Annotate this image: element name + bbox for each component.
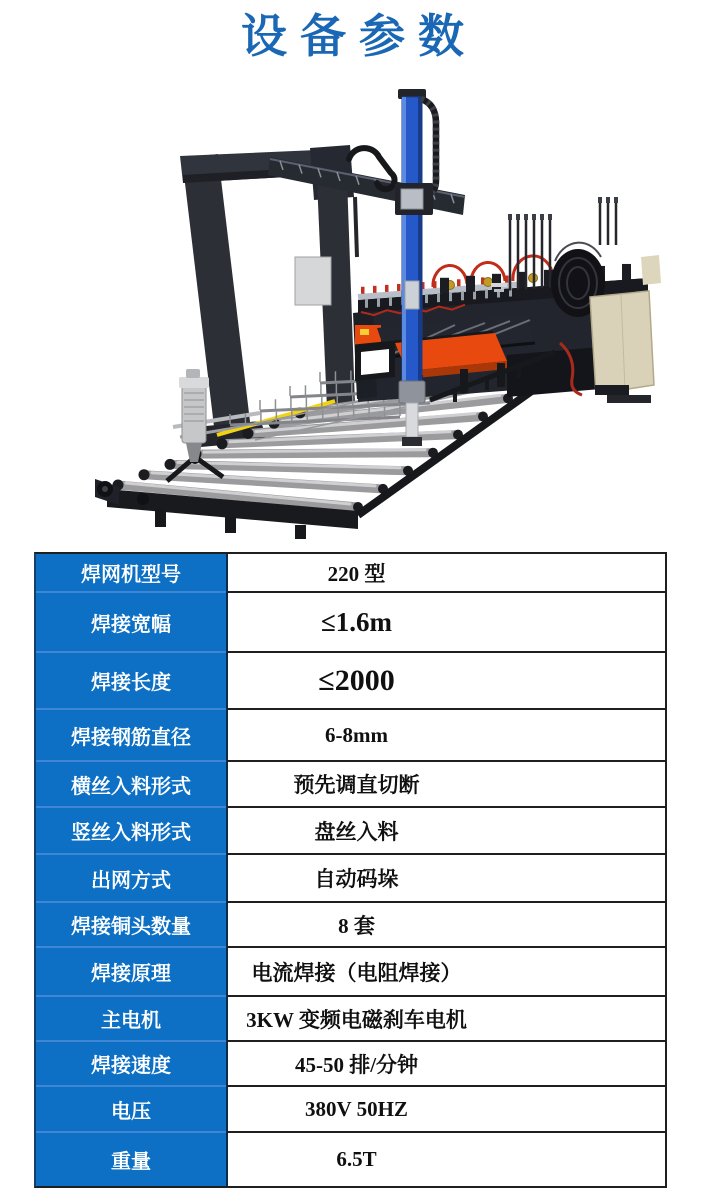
- spec-value: ≤1.6m: [226, 593, 665, 653]
- spec-table: [34, 552, 667, 1188]
- spec-value: 220 型: [226, 554, 665, 593]
- table-row: [36, 554, 665, 593]
- table-row: [36, 855, 665, 903]
- table-row: [36, 948, 665, 997]
- spec-value: 3KW 变频电磁刹车电机: [226, 997, 665, 1042]
- spec-value: 盘丝入料: [226, 808, 665, 855]
- spec-label: 焊网机型号: [36, 554, 226, 593]
- spec-value: ≤2000: [226, 653, 665, 710]
- spec-value: 预先调直切断: [226, 762, 665, 808]
- spec-label: 横丝入料形式: [36, 762, 226, 808]
- table-row: [36, 808, 665, 855]
- spec-value: 45-50 排/分钟: [226, 1042, 665, 1087]
- spec-value: 电流焊接（电阻焊接）: [226, 948, 665, 997]
- spec-value: 6.5T: [226, 1133, 665, 1186]
- machine-photo: [55, 85, 665, 545]
- table-row: [36, 1087, 665, 1133]
- table-row: [36, 1042, 665, 1087]
- spec-value: 380V 50HZ: [226, 1087, 665, 1133]
- spec-label: 焊接原理: [36, 948, 226, 997]
- roller-conveyor: [95, 375, 540, 539]
- table-row: [36, 762, 665, 808]
- spec-label: 重量: [36, 1133, 226, 1186]
- cable-chain: [421, 99, 436, 196]
- spec-value: 自动码垛: [226, 855, 665, 903]
- page-title: 设备参数: [241, 9, 477, 63]
- spec-label: 焊接速度: [36, 1042, 226, 1087]
- welder-body: [353, 197, 661, 403]
- spec-label: 主电机: [36, 997, 226, 1042]
- spec-label: 出网方式: [36, 855, 226, 903]
- spec-label: 竖丝入料形式: [36, 808, 226, 855]
- spec-label: 焊接钢筋直径: [36, 710, 226, 762]
- spec-value: 8 套: [226, 903, 665, 948]
- table-row: [36, 593, 665, 653]
- spec-label: 焊接长度: [36, 653, 226, 710]
- table-row: [36, 997, 665, 1042]
- spec-label: 焊接铜头数量: [36, 903, 226, 948]
- table-row: [36, 1133, 665, 1186]
- spec-label: 焊接宽幅: [36, 593, 226, 653]
- table-row: [36, 653, 665, 710]
- table-row: [36, 903, 665, 948]
- table-row: [36, 710, 665, 762]
- spec-label: 电压: [36, 1087, 226, 1133]
- spec-value: 6-8mm: [226, 710, 665, 762]
